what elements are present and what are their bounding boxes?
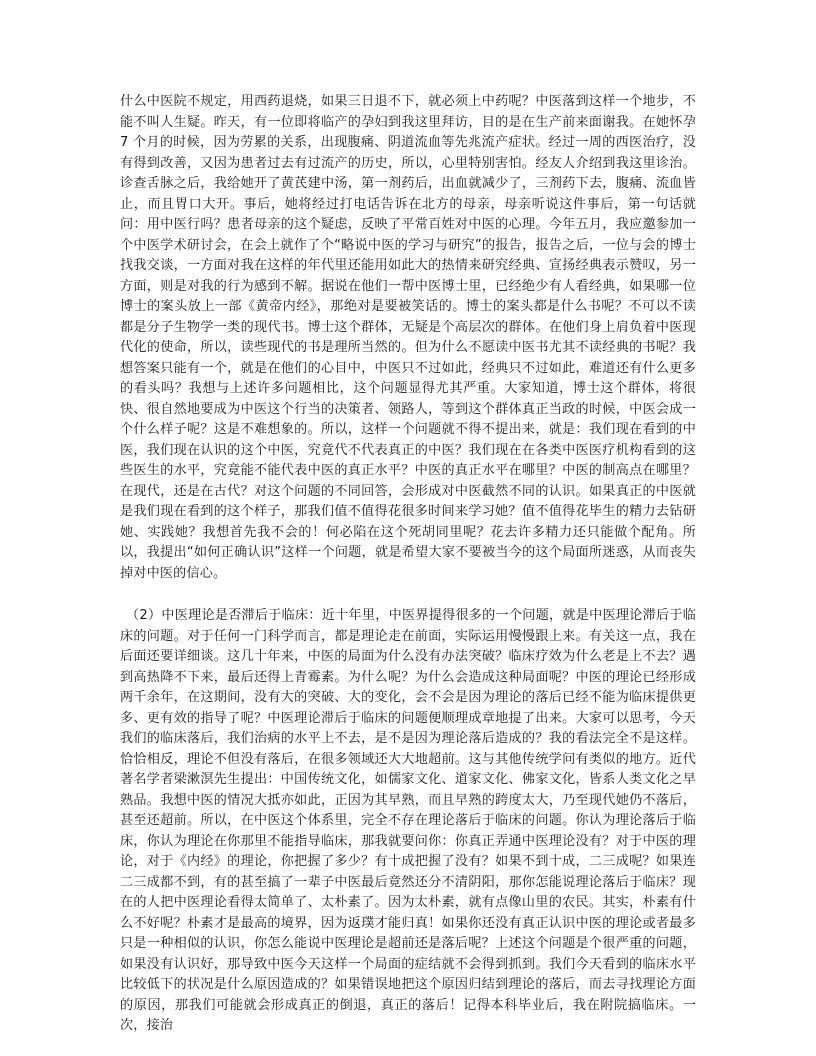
body-paragraph-1: 什么中医院不规定，用西药退烧，如果三日退不下，就必须上中药呢？中医落到这样一个地步，不能不叫人生疑。昨天，有一位即将临产的孕妇到我这里拜访，目的是在生产前来面谢我。在她怀孕 7 个月的时候，因为劳累的关系，出现腹痛、阴道流血等先兆流产症状。经过一周的西医治疗，没有得到改善，又因为患者过去有过流产的历史，所以，心里特别害怕。经友人介绍到我这里诊治。诊查舌脉之后，我给她开了黄芪建中汤，第一剂药后，出血就减少了，三剂药下去，腹痛、流血皆止，而且胃口大开。事后，她将经过打电话告诉在北方的母亲，母亲听说这件事后，第一句话就问：用中医行吗？患者母亲的这个疑虑，反映了平常百姓对中医的心理。今年五月，我应邀参加一个中医学术研讨会，在会上就作了个“略说中医的学习与研究”的报告，报告之后，一位与会的博士找我交谈，一方面对我在这样的年代里还能用如此大的热情来研究经典、宣扬经典表示赞叹，另一方面，则是对我的行为感到不解。据说在他们一帮中医博士里，已经绝少有人看经典，如果哪一位博士的案头放上一部《黄帝内经》，那绝对是要被笑话的。博士的案头都是什么书呢？不可以不读都是分子生物学一类的现代书。博士这个群体，无疑是个高层次的群体。在他们身上肩负着中医现代化的使命，所以，读些现代的书是理所当然的。但为什么不愿读中医书尤其不读经典的书呢？我想答案只能有一个，就是在他们的心目中，中医只不过如此，经典只不过如此，难道还有什么更多的看头吗？我想与上述许多问题相比，这个问题显得尤其严重。大家知道，博士这个群体，将很快、很自然地要成为中医这个行当的决策者、领路人，等到这个群体真正当政的时候，中医会成一个什么样子呢？这是不难想象的。所以，这样一个问题就不得不提出来，就是：我们现在看到的中医，我们现在认识的这个中医，究竟代不代表真正的中医？我们现在在各类中医医疗机构看到的这些医生的水平，究竟能不能代表中医的真正水平？中医的真正水平在哪里？中医的制高点在哪里？在现代，还是在古代？对这个问题的不同回答，会形成对中医截然不同的认识。如果真正的中医就是我们现在看到的这个样子，那我们值不值得花很多时间来学习她？值不值得花毕生的精力去钻研她、实践她？我想首先我不会的！何必陷在这个死胡同里呢？花去许多精力还只能做个配角。所以，我提出“如何正确认识”这样一个问题，就是希望大家不要被当今的这个局面所迷惑，从而丧失掉对中医的信心。 (120, 94, 696, 581)
body-paragraph-2: （2）中医理论是否滞后于临床：近十年里，中医界提得很多的一个问题，就是中医理论滞后于临床的问题。对于任何一门科学而言，都是理论走在前面，实际运用慢慢跟上来。有关这一点，我在后面还要详细谈。这几十年来，中医的局面为什么没有办法突破？临床疗效为什么老是上不去？遇到高热降不下来，最后还得上青霉素。为什么呢？为什么会造成这种局面呢？中医的理论已经形成两千余年，在这期间，没有大的突破、大的变化，会不会是因为理论的落后已经不能为临床提供更多、更有效的指导了呢？中医理论滞后于临床的问题便顺理成章地提了出来。大家可以思考，今天我们的临床落后，我们治病的水平上不去，是不是因为理论落后造成的？我的看法完全不是这样。恰恰相反，理论不但没有落后，在很多领域还大大地超前。这与其他传统学问有类似的地方。近代著名学者梁漱溟先生提出：中国传统文化，如儒家文化、道家文化、佛家文化，皆系人类文化之早熟品。我想中医的情况大抵亦如此，正因为其早熟，而且早熟的跨度太大，乃至现代她仍不落后，甚至还超前。所以，在中医这个体系里，完全不存在理论落后于临床的问题。你认为理论落后于临床，你认为理论在你那里不能指导临床，那我就要问你：你真正弄通中医理论没有？对于中医的理论，对于《内经》的理论，你把握了多少？有十成把握了没有？如果不到十成，二三成呢？如果连二三成都不到，有的甚至搞了一辈子中医最后竟然还分不清阴阳，那你怎能说理论落后于临床？现在的人把中医理论看得太简单了、太朴素了。因为太朴素，就有点像山里的农民。其实，朴素有什么不好呢？朴素才是最高的境界，因为返璞才能归真！如果你还没有真正认识中医的理论或者最多只是一种相似的认识，你怎么能说中医理论是超前还是落后呢？上述这个问题是个很严重的问题，如果没有认识好，那导致中医今天这样一个局面的症结就不会得到抓到。我们今天看到的临床水平比较低下的状况是什么原因造成的？如果错误地把这个原因归结到理论的落后，而去寻找理论方面的原因，那我们可能就会形成真正的倒退，真正的落后！记得本科毕业后，我在附院搞临床。一次，接治 (120, 608, 696, 1033)
document-page (120, 92, 696, 1037)
